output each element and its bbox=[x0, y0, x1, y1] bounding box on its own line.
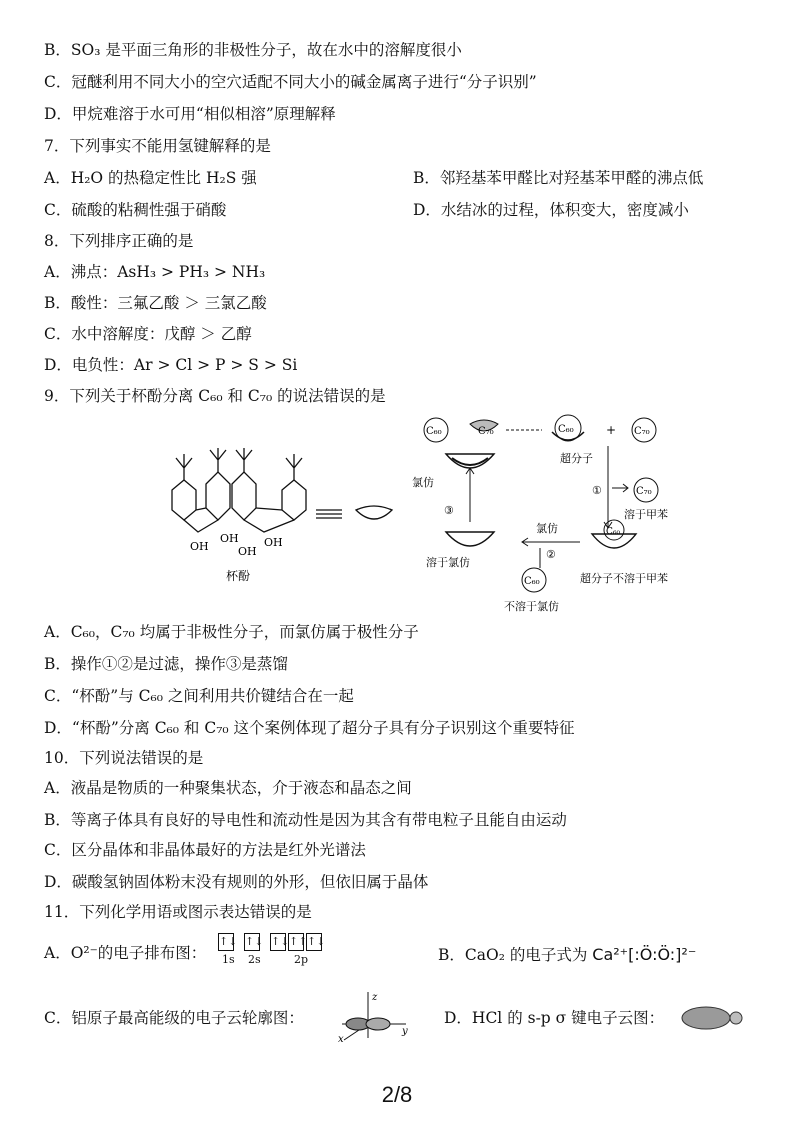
oh-label-4: OH bbox=[264, 536, 283, 549]
insoluble-toluene-label: 超分子不溶于甲苯 bbox=[580, 572, 668, 585]
option-7c: C．硫酸的粘稠性强于硝酸 bbox=[44, 201, 227, 219]
dissolve-toluene-label: 溶于甲苯 bbox=[624, 508, 668, 521]
c60-label-2: C₆₀ bbox=[558, 424, 574, 435]
step1-arrow bbox=[604, 446, 612, 528]
x-axis-label: x bbox=[338, 1034, 344, 1044]
calix-label: 杯酚 bbox=[226, 569, 251, 583]
option-10a: A．液晶是物质的一种聚集状态，介于液态和晶态之间 bbox=[44, 779, 412, 797]
orbital-box-2s: ↑↓ bbox=[244, 933, 260, 951]
option-11d: D．HCl 的 s-p σ 键电子云图： bbox=[444, 1009, 665, 1027]
bowl-icon-left bbox=[446, 532, 494, 546]
orbital-diagram bbox=[218, 933, 326, 967]
supramolecule-label: 超分子 bbox=[560, 452, 593, 465]
cao2-electron-formula: Ca²⁺[:Ö:Ö:]²⁻ bbox=[592, 945, 697, 964]
c70-label-1: C₇₀ bbox=[478, 426, 494, 437]
c70-label-3: C₇₀ bbox=[636, 486, 652, 497]
cl-lobe bbox=[682, 1007, 730, 1029]
c70-label-2: C₇₀ bbox=[634, 426, 650, 437]
option-10d: D．碳酸氢钠固体粉末没有规则的外形，但依旧属于晶体 bbox=[44, 873, 429, 891]
oh-label-3: OH bbox=[238, 545, 257, 558]
orbital-label-2p: 2p bbox=[294, 953, 309, 966]
chloroform-label-2: 氯仿 bbox=[536, 522, 558, 535]
option-6b: B．SO₃ 是平面三角形的非极性分子，故在水中的溶解度很小 bbox=[44, 41, 462, 59]
option-10b: B．等离子体具有良好的导电性和流动性是因为其含有带电粒子且能自由运动 bbox=[44, 811, 567, 829]
option-7a: A．H₂O 的热稳定性比 H₂S 强 bbox=[44, 169, 257, 187]
calixarene-structure bbox=[172, 448, 306, 532]
toluene-arrow bbox=[612, 484, 628, 492]
chloroform-label-1: 氯仿 bbox=[412, 476, 434, 489]
plus-sign: + bbox=[606, 423, 617, 437]
orbital-box-1s: ↑↓ bbox=[218, 933, 234, 951]
page-number: 2/8 bbox=[381, 1082, 413, 1107]
p-orbital-figure bbox=[328, 988, 412, 1044]
z-axis-label: z bbox=[372, 992, 378, 1003]
orbital-box-2p-2: ↑↑ bbox=[288, 933, 304, 951]
step1-label: ① bbox=[592, 484, 602, 497]
equivalence-sign bbox=[316, 510, 342, 518]
question-10: 10．下列说法错误的是 bbox=[44, 749, 204, 767]
orbital-box-2p-3: ↑↓ bbox=[306, 933, 322, 951]
option-8c: C．水中溶解度：戊醇 ＞ 乙醇 bbox=[44, 325, 252, 343]
option-9c: C．“杯酚”与 C₆₀ 之间利用共价键结合在一起 bbox=[44, 687, 354, 705]
step2-arrow bbox=[522, 538, 580, 546]
c60-label-3: C₆₀ bbox=[606, 527, 621, 537]
option-8d: D．电负性：Ar > Cl > P > S > Si bbox=[44, 356, 298, 374]
oh-label-1: OH bbox=[190, 540, 209, 553]
option-9a: A．C₆₀，C₇₀ 均属于非极性分子，而氯仿属于极性分子 bbox=[44, 623, 419, 641]
option-11b-label: B．CaO₂ 的电子式为 bbox=[438, 946, 588, 964]
c60-label-4: C₆₀ bbox=[524, 576, 540, 587]
hcl-bond-cloud-figure bbox=[678, 1003, 748, 1033]
option-8b: B．酸性：三氟乙酸 ＞ 三氯乙酸 bbox=[44, 294, 267, 312]
calix-cup-icon bbox=[356, 506, 392, 519]
step3-arrow bbox=[466, 468, 474, 522]
option-11b bbox=[438, 945, 696, 965]
option-8a: A．沸点：AsH₃ > PH₃ > NH₃ bbox=[44, 263, 266, 281]
step3-label: ③ bbox=[444, 504, 454, 517]
y-axis-label: y bbox=[402, 1026, 408, 1037]
option-10c: C．区分晶体和非晶体最好的方法是红外光谱法 bbox=[44, 841, 366, 859]
question-7: 7．下列事实不能用氢键解释的是 bbox=[44, 137, 271, 155]
question-11: 11．下列化学用语或图示表达错误的是 bbox=[44, 903, 312, 921]
question-9: 9．下列关于杯酚分离 C₆₀ 和 C₇₀ 的说法错误的是 bbox=[44, 387, 386, 405]
dissolve-chloroform-label: 溶于氯仿 bbox=[426, 556, 470, 569]
p-lobe-right bbox=[366, 1018, 390, 1030]
insoluble-chloroform-label: 不溶于氯仿 bbox=[504, 600, 559, 613]
calixarene-separation-figure bbox=[140, 410, 760, 620]
option-11c: C．铝原子最高能级的电子云轮廓图： bbox=[44, 1009, 304, 1027]
option-9b: B．操作①②是过滤，操作③是蒸馏 bbox=[44, 655, 288, 673]
c60-label-1: C₆₀ bbox=[426, 426, 442, 437]
h-lobe bbox=[730, 1012, 742, 1024]
oh-label-2: OH bbox=[220, 532, 239, 545]
orbital-label-1s: 1s bbox=[222, 953, 235, 966]
question-8: 8．下列排序正确的是 bbox=[44, 232, 194, 250]
orbital-box-2p-1: ↑↓ bbox=[270, 933, 286, 951]
step2-label: ② bbox=[546, 548, 556, 561]
option-7d: D．水结冰的过程，体积变大，密度减小 bbox=[413, 201, 689, 219]
option-11a-label: A．O²⁻的电子排布图： bbox=[44, 944, 207, 962]
option-7b: B．邻羟基苯甲醛比对羟基苯甲醛的沸点低 bbox=[413, 169, 704, 187]
orbital-label-2s: 2s bbox=[248, 953, 261, 966]
option-6d: D．甲烷难溶于水可用“相似相溶”原理解释 bbox=[44, 105, 336, 123]
option-9d: D．“杯酚”分离 C₆₀ 和 C₇₀ 这个案例体现了超分子具有分子识别这个重要特征 bbox=[44, 719, 575, 737]
option-6c: C．冠醚利用不同大小的空穴适配不同大小的碱金属离子进行“分子识别” bbox=[44, 73, 537, 91]
option-11a bbox=[44, 943, 206, 963]
